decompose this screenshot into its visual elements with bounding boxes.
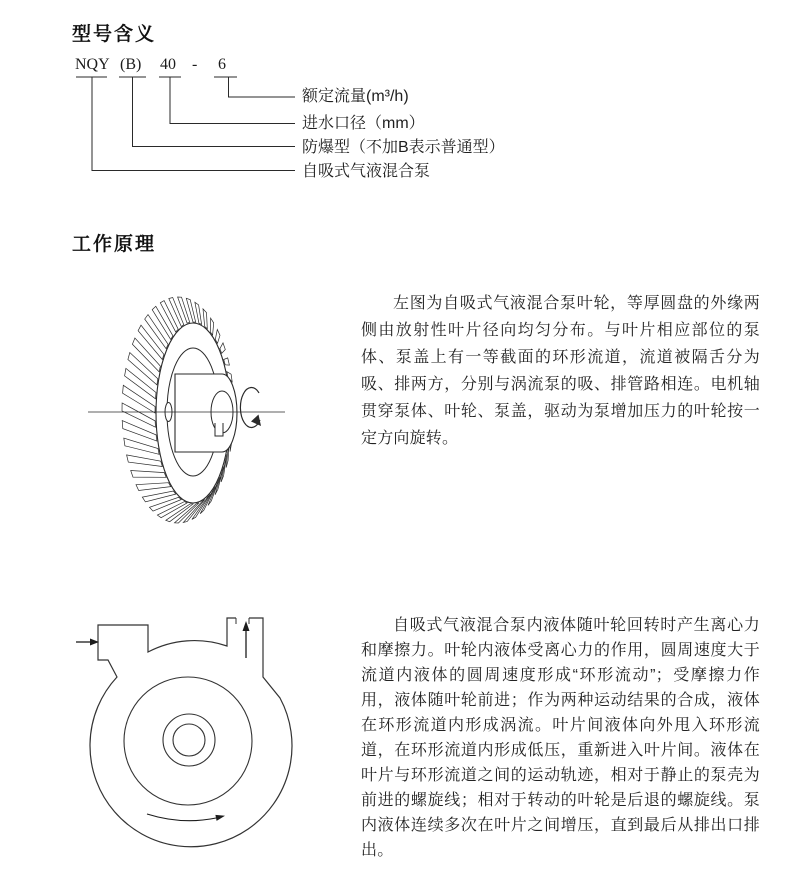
keyway-mask xyxy=(215,423,223,436)
model-code-inlet: 40 xyxy=(160,56,176,73)
impeller-drawing xyxy=(80,270,380,560)
model-code-dash: - xyxy=(192,56,198,73)
casing-outline xyxy=(90,618,292,847)
outlet-opening-gap xyxy=(236,614,249,623)
model-label-inlet-diameter: 进水口径（mm） xyxy=(302,115,425,132)
pump-casing-cross-section xyxy=(70,600,380,869)
model-label-pump-type: 自吸式气液混合泵 xyxy=(302,163,431,180)
model-label-rated-flow: 额定流量(m³/h) xyxy=(302,88,409,105)
model-label-explosion-proof: 防爆型（不加B表示普通型） xyxy=(302,139,505,156)
principle-paragraph-2: 自吸式气液混合泵内液体随叶轮回转时产生离心力和摩擦力。叶轮内液体受离心力的作用，圆周速度大于流道内液体的圆周速度形成“环形流动”；受摩擦力作用，液体随叶轮前进；作为两种运动结果的合成，液体在环形流道内形成涡流。叶片间液体向外甩入环形流道，在环形流道内形成低压，重新进入叶片间。液体在叶片与环形流道之间的运动轨迹，相对于静止的泵壳为前进的螺旋线；相对于转动的叶轮是后退的螺旋线。泵内液体连续多次在叶片之间增压，直到最后从排出口排出。 xyxy=(361,617,760,859)
working-principle-title: 工作原理 xyxy=(72,234,157,255)
model-code-flow: 6 xyxy=(218,56,226,73)
principle-paragraph-1: 左图为自吸式气液混合泵叶轮，等厚圆盘的外缘两侧由放射性叶片径向均匀分布。与叶片相应部位的泵体、泵盖上有一等截面的环形流道，流道被隔舌分为吸、排两方，分别与涡流泵的吸、排管路相连。电机轴贯穿泵体、叶轮、泵盖，驱动为泵增加压力的叶轮按一定方向旋转。 xyxy=(361,295,760,447)
model-meaning-title: 型号含义 xyxy=(72,24,157,45)
rotation-arrowhead-icon xyxy=(251,415,261,427)
model-code-series: NQY xyxy=(75,56,110,73)
model-code-variant: (B) xyxy=(120,56,142,73)
